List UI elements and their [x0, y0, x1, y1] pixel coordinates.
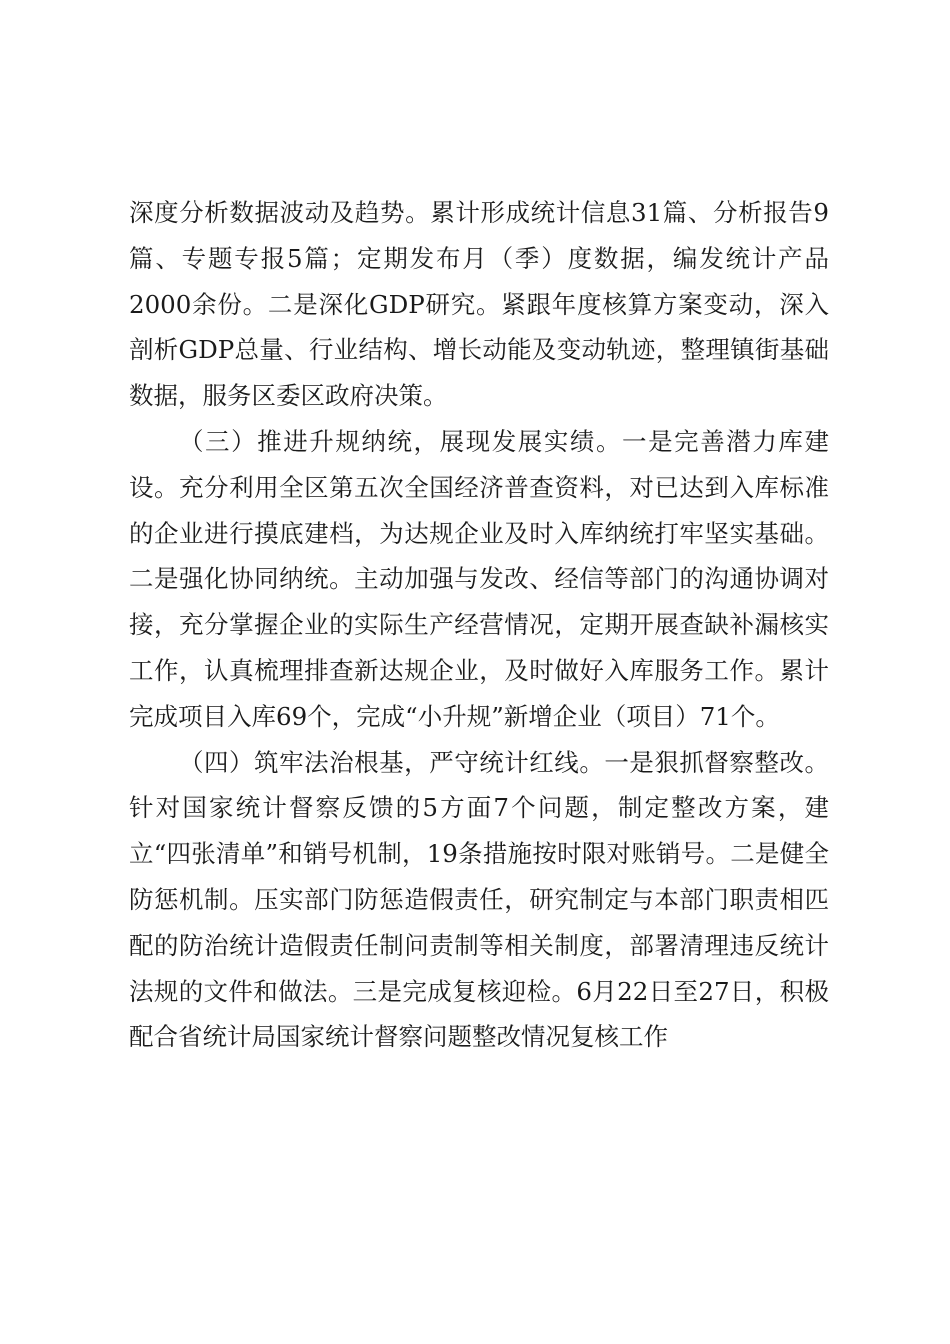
document-body [129, 190, 829, 1060]
paragraph-section-3: （三）推进升规纳统，展现发展实绩。一是完善潜力库建设。充分利用全区第五次全国经济普查资料，对已达到入库标准的企业进行摸底建档，为达规企业及时入库纳统打牢坚实基础。二是强化协同纳统。主动加强与发改、经信等部门的沟通协调对接，充分掌握企业的实际生产经营情况，定期开展查缺补漏核实工作，认真梳理排查新达规企业，及时做好入库服务工作。累计完成项目入库69个，完成“小升规”新增企业（项目）71个。 [129, 426, 829, 731]
paragraph-section-4: （四）筑牢法治根基，严守统计红线。一是狠抓督察整改。针对国家统计督察反馈的5方面7个问题，制定整改方案，建立“四张清单”和销号机制，19条措施按时限对账销号。二是健全防惩机制。压实部门防惩造假责任，研究制定与本部门职责相匹配的防治统计造假责任制问责制等相关制度，部署清理违反统计法规的文件和做法。三是完成复核迎检。6月22日至27日，积极配合省统计局国家统计督察问题整改情况复核工作 [129, 747, 829, 1052]
paragraph-continued: 深度分析数据波动及趋势。累计形成统计信息31篇、分析报告9篇、专题专报5篇；定期发布月（季）度数据，编发统计产品2000余份。二是深化GDP研究。紧跟年度核算方案变动，深入剖析GDP总量、行业结构、增长动能及变动轨迹，整理镇街基础数据，服务区委区政府决策。 [129, 198, 829, 411]
